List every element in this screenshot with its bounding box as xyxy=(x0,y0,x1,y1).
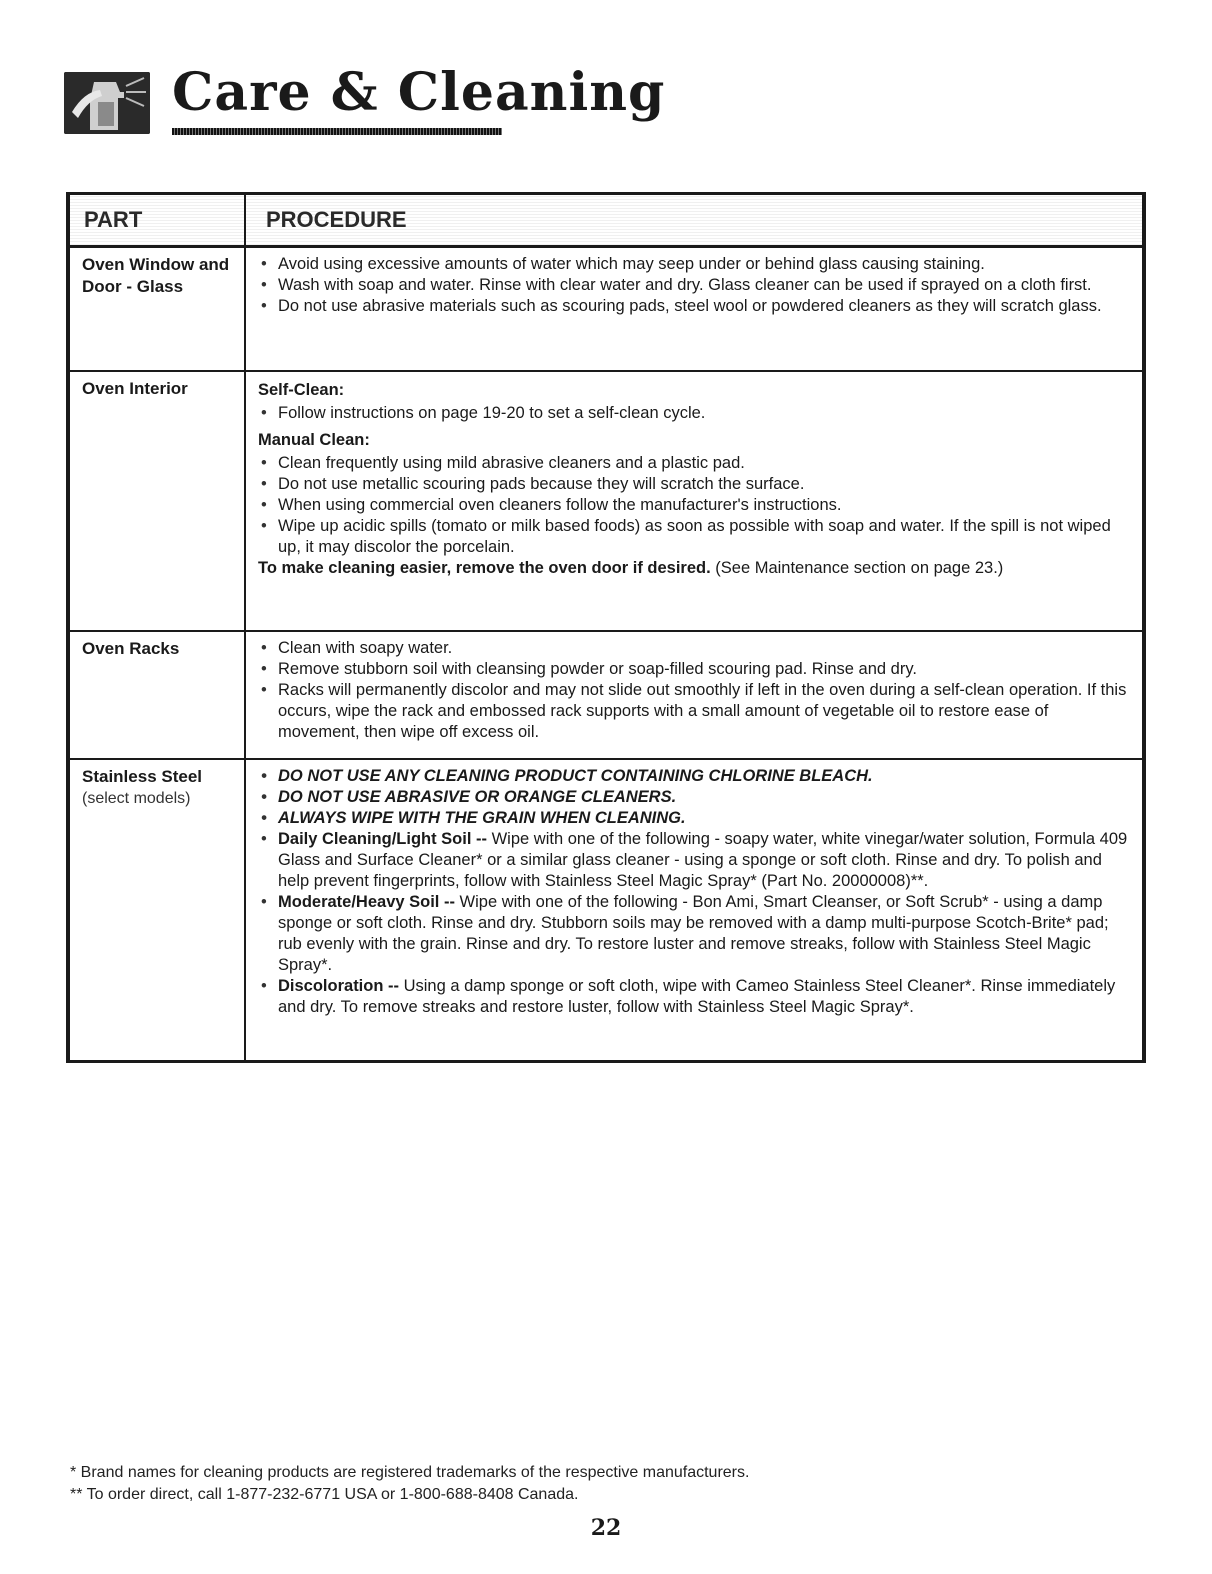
part-name: Oven Window and Door - Glass xyxy=(82,255,230,296)
discoloration-text: Using a damp sponge or soft cloth, wipe with Cameo Stainless Steel Cleaner*. Rinse immediately and dry. To remove streaks and restore luster, follow with Stainless Steel Magic Spray*. xyxy=(278,977,1116,1016)
spray-bottle-icon xyxy=(64,72,150,134)
moderate-soil-label: Moderate/Heavy Soil -- xyxy=(278,893,455,911)
door-removal-tip xyxy=(258,558,1128,579)
page-header xyxy=(64,62,666,144)
list-item: • Racks will permanently discolor and may not slide out smoothly if left in the oven during a self-clean operation. If this occurs, wipe the rack and embossed rack supports with a small amount of vegetable oil to restore ease of movement, then wipe off excess oil. xyxy=(258,680,1128,743)
column-header-procedure: PROCEDURE xyxy=(266,207,407,232)
part-cell xyxy=(70,760,246,1060)
procedure-cell xyxy=(246,372,1142,630)
warning-item: • DO NOT USE ABRASIVE OR ORANGE CLEANERS. xyxy=(258,787,1128,808)
table-row-oven-interior xyxy=(70,372,1142,632)
moderate-soil-text: Wipe with one of the following - Bon Ami, Smart Cleanser, or Soft Scrub* - using a damp sponge or soft cloth. Rinse and dry. Stubborn soils may be removed with a damp multi-purpose Scotch-Brite* pad; rub evenly with the grain. Rinse and dry. To restore luster and remove streaks, follow with Stainless Steel Magic Spray*. xyxy=(278,893,1109,974)
title-underline xyxy=(172,128,502,135)
footnote-order-direct: ** To order direct, call 1-877-232-6771 USA or 1-800-688-8408 Canada. xyxy=(70,1486,579,1503)
table-row-stainless-steel xyxy=(70,760,1142,1060)
list-item: • Wipe up acidic spills (tomato or milk based foods) as soon as possible with soap and water. If the spill is not wiped up, it may discolor the porcelain. xyxy=(258,516,1128,558)
manual-clean-heading: Manual Clean: xyxy=(258,431,370,449)
list-item-daily-cleaning xyxy=(258,829,1128,892)
procedure-cell xyxy=(246,760,1142,1060)
table-header-row xyxy=(70,195,1142,248)
list-item: • Clean with soapy water. xyxy=(258,638,1128,659)
part-cell xyxy=(70,632,246,758)
warning-item: • ALWAYS WIPE WITH THE GRAIN WHEN CLEANING. xyxy=(258,808,1128,829)
part-name: Oven Interior xyxy=(82,379,188,398)
part-cell xyxy=(70,248,246,370)
list-item: • Do not use abrasive materials such as scouring pads, steel wool or powdered cleaners as they will scratch glass. xyxy=(258,296,1128,317)
table-row-oven-window xyxy=(70,248,1142,372)
warning-item: • DO NOT USE ANY CLEANING PRODUCT CONTAINING CHLORINE BLEACH. xyxy=(258,766,1128,787)
part-name: Oven Racks xyxy=(82,639,180,658)
list-item: • Do not use metallic scouring pads because they will scratch the surface. xyxy=(258,474,1128,495)
daily-cleaning-text: Wipe with one of the following - soapy water, white vinegar/water solution, Formula 409 Glass and Surface Cleaner* or a similar glass cleaner - using a sponge or soft cloth. Rinse and dry. To polish and help prevent fingerprints, follow with Stainless Steel Magic Spray* (Part No. 20000008)**. xyxy=(278,830,1128,890)
table-row-oven-racks xyxy=(70,632,1142,760)
tip-bold-text: To make cleaning easier, remove the oven door if desired. xyxy=(258,559,711,577)
list-item: • Avoid using excessive amounts of water which may seep under or behind glass causing staining. xyxy=(258,254,1128,275)
part-cell xyxy=(70,372,246,630)
daily-cleaning-label: Daily Cleaning/Light Soil -- xyxy=(278,830,488,848)
footnote-trademarks: * Brand names for cleaning products are registered trademarks of the respective manufacturers. xyxy=(70,1464,750,1481)
footnotes xyxy=(70,1462,749,1506)
list-item: • Remove stubborn soil with cleansing powder or soap-filled scouring pad. Rinse and dry. xyxy=(258,659,1128,680)
part-subtitle: (select models) xyxy=(82,790,191,807)
list-item: • When using commercial oven cleaners follow the manufacturer's instructions. xyxy=(258,495,1128,516)
column-header-part: PART xyxy=(70,195,246,245)
care-cleaning-table xyxy=(66,192,1146,1063)
page-number: 22 xyxy=(590,1515,622,1541)
self-clean-heading: Self-Clean: xyxy=(258,381,345,399)
list-item: • Follow instructions on page 19-20 to set a self-clean cycle. xyxy=(258,403,1128,424)
page-title: Care & Cleaning xyxy=(172,62,666,123)
procedure-cell xyxy=(246,632,1142,758)
list-item-discoloration xyxy=(258,976,1128,1018)
list-item: • Wash with soap and water. Rinse with clear water and dry. Glass cleaner can be used if sprayed on a cloth first. xyxy=(258,275,1128,296)
part-name: Stainless Steel xyxy=(82,767,203,786)
tip-text: (See Maintenance section on page 23.) xyxy=(710,559,1004,577)
list-item-moderate-soil xyxy=(258,892,1128,976)
discoloration-label: Discoloration -- xyxy=(278,977,400,995)
list-item: • Clean frequently using mild abrasive cleaners and a plastic pad. xyxy=(258,453,1128,474)
procedure-cell xyxy=(246,248,1142,370)
